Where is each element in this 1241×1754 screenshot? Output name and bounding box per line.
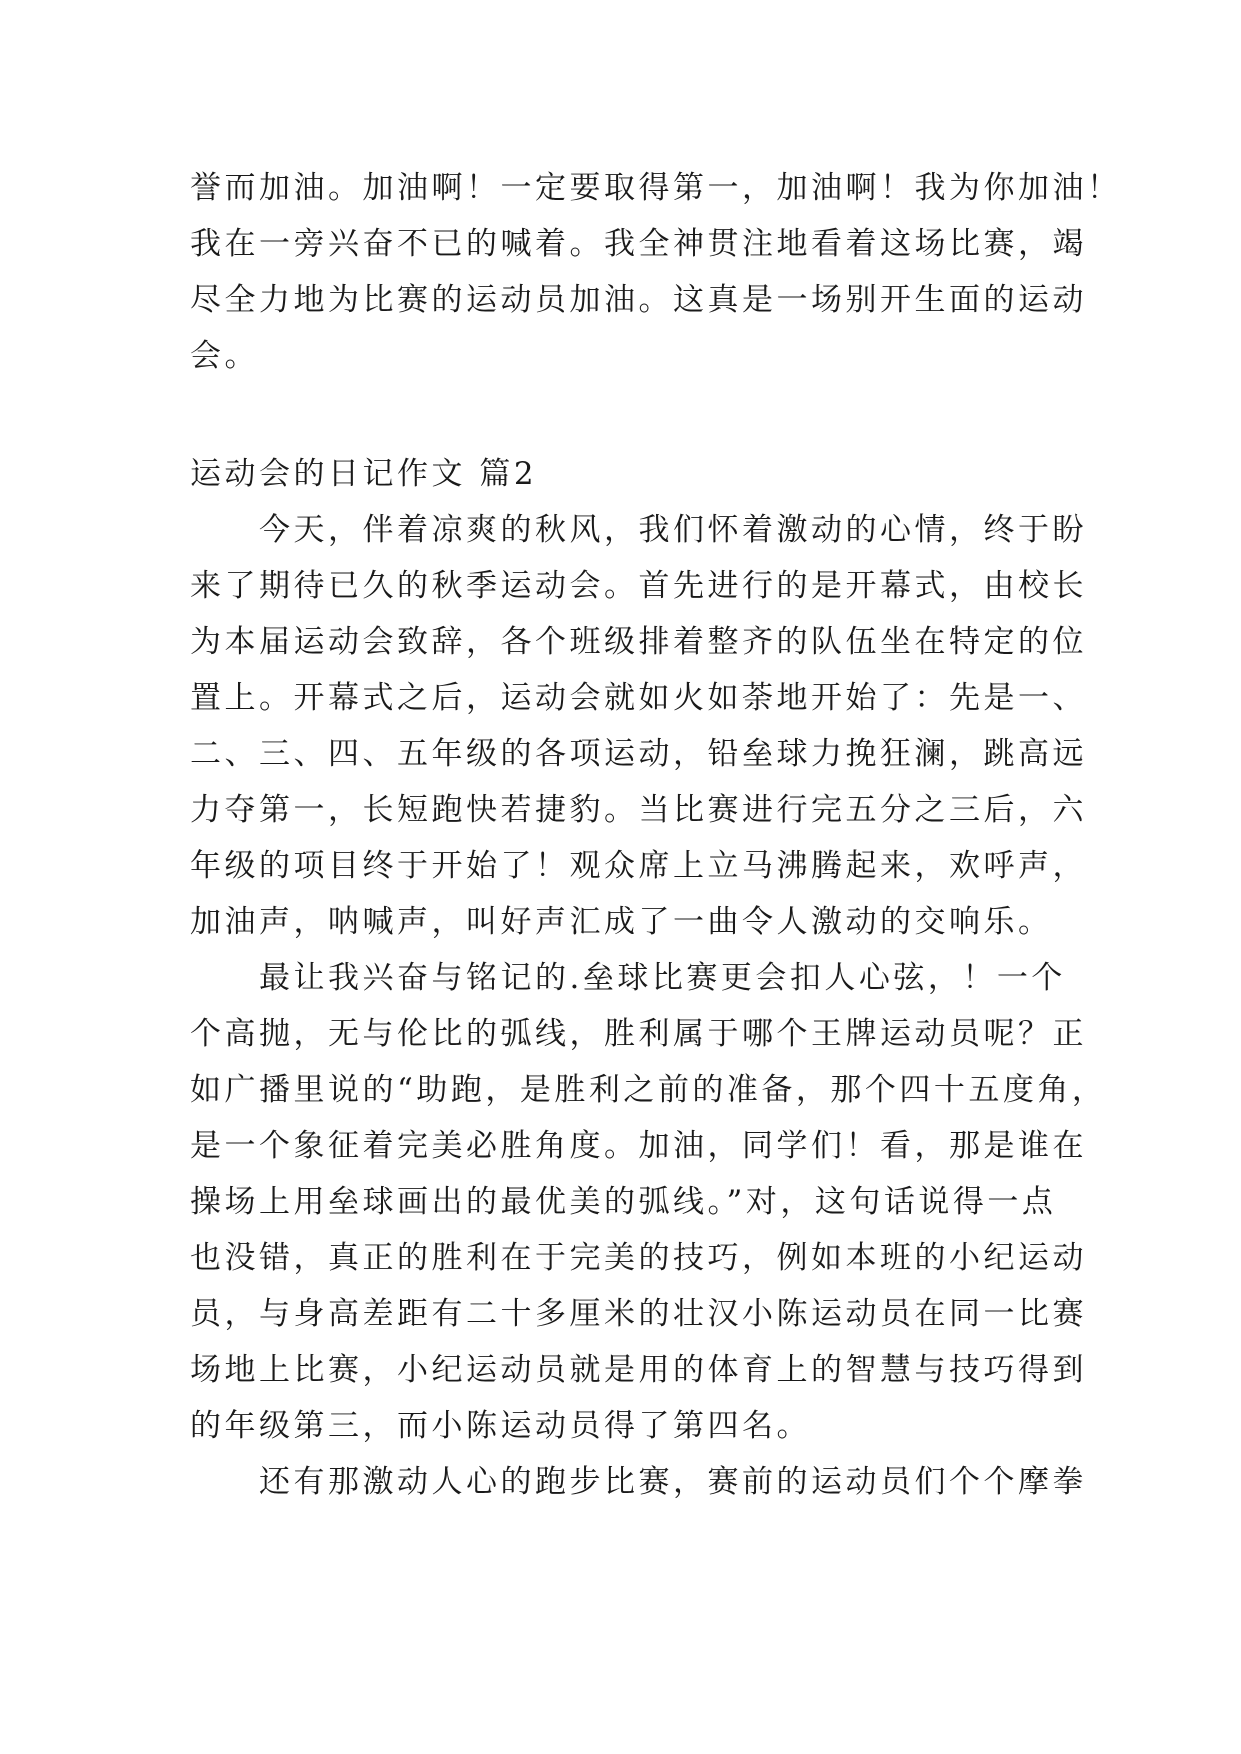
text-line: 二、三、四、五年级的各项运动，铅垒球力挽狂澜，跳高远 <box>190 736 1087 772</box>
text-line: 尽全力地为比赛的运动员加油。这真是一场别开生面的运动 <box>190 282 1087 318</box>
text-line: 是一个象征着完美必胜角度。加油，同学们！看，那是谁在 <box>190 1128 1087 1164</box>
text-line: 来了期待已久的秋季运动会。首先进行的是开幕式，由校长 <box>190 568 1087 604</box>
text-line: 也没错，真正的胜利在于完美的技巧，例如本班的小纪运动 <box>190 1240 1087 1276</box>
text-line: 我在一旁兴奋不已的喊着。我全神贯注地看着这场比赛，竭 <box>190 226 1087 262</box>
text-line: 场地上比赛，小纪运动员就是用的体育上的智慧与技巧得到 <box>190 1352 1087 1388</box>
text-line: 力夺第一，长短跑快若捷豹。当比赛进行完五分之三后，六 <box>190 792 1087 828</box>
text-line: 操场上用垒球画出的最优美的弧线。”对，这句话说得一点 <box>190 1184 1057 1220</box>
text-line: 加油声，呐喊声，叫好声汇成了一曲令人激动的交响乐。 <box>190 904 1053 940</box>
intro-paragraph <box>190 160 1122 384</box>
text-line: 会。 <box>190 338 259 374</box>
section-heading: 运动会的日记作文 篇2 <box>190 456 538 492</box>
text-line: 为本届运动会致辞，各个班级排着整齐的队伍坐在特定的位 <box>190 624 1087 660</box>
text-line: 的年级第三，而小陈运动员得了第四名。 <box>190 1408 811 1444</box>
text-line: 年级的项目终于开始了！观众席上立马沸腾起来，欢呼声， <box>190 848 1087 884</box>
body-text <box>190 502 1107 1510</box>
text-line: 置上。开幕式之后，运动会就如火如荼地开始了：先是一、 <box>190 680 1087 716</box>
text-line: 最让我兴奋与铭记的.垒球比赛更会扣人心弦，！一个 <box>190 960 1066 996</box>
text-line: 个高抛，无与伦比的弧线，胜利属于哪个王牌运动员呢？正 <box>190 1016 1087 1052</box>
text-line: 今天，伴着凉爽的秋风，我们怀着激动的心情，终于盼 <box>190 512 1087 548</box>
text-line: 如广播里说的“助跑，是胜利之前的准备，那个四十五度角， <box>190 1072 1107 1108</box>
text-line: 员，与身高差距有二十多厘米的壮汉小陈运动员在同一比赛 <box>190 1296 1087 1332</box>
text-line: 誉而加油。加油啊！一定要取得第一，加油啊！我为你加油！ <box>190 170 1122 206</box>
text-line: 还有那激动人心的跑步比赛，赛前的运动员们个个摩拳 <box>190 1464 1087 1500</box>
